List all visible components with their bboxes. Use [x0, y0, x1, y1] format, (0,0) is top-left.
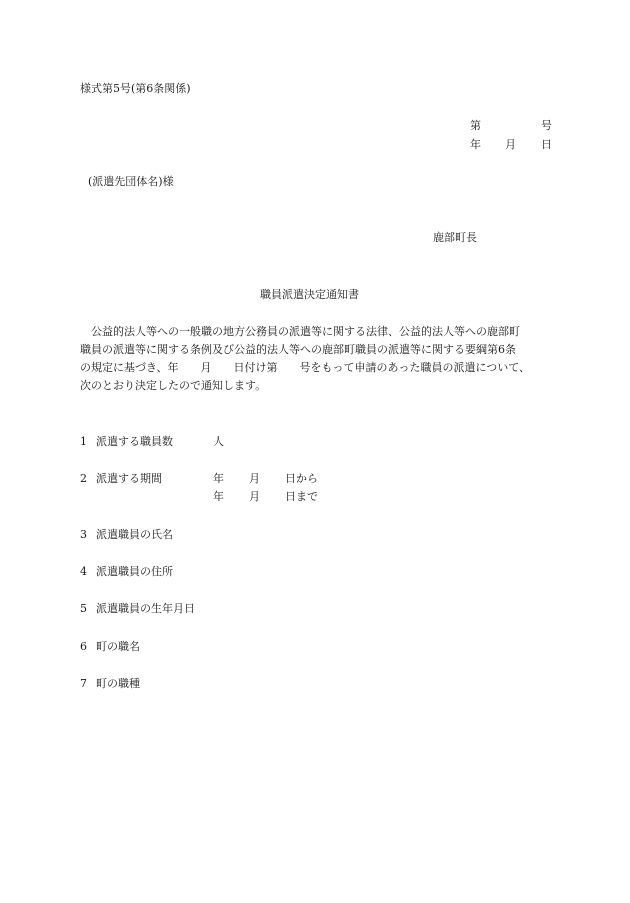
item-label: 町の職名 [96, 640, 140, 653]
item-number: 7 [80, 677, 87, 690]
period-from-day: 日から [285, 472, 318, 485]
doc-number-suffix: 号 [541, 119, 552, 132]
item-number: 6 [80, 640, 87, 653]
item-number: 5 [80, 602, 87, 615]
item-number: 4 [80, 565, 87, 578]
period-to-day: 日まで [285, 490, 318, 503]
body-line: 公益的法人等への一般職の地方公務員の派遣等に関する法律、公益的法人等への鹿部町 [91, 325, 520, 338]
item-number: 2 [80, 472, 87, 485]
doc-title: 職員派遣決定通知書 [260, 288, 359, 301]
form-label: 様式第5号(第6条関係) [80, 82, 191, 95]
date-day: 日 [541, 138, 552, 151]
date-month: 月 [505, 138, 516, 151]
period-from-year: 年 [213, 472, 224, 485]
body-line: の規定に基づき、年 月 日付け第 号をもって申請のあった職員の派遣について、 [80, 361, 531, 374]
item-number: 3 [80, 528, 87, 541]
recipient: (派遣先団体名)様 [88, 175, 174, 188]
item-label: 派遣する期間 [96, 472, 162, 485]
period-to-month: 月 [249, 490, 260, 503]
body-line: 職員の派遣等に関する条例及び公益的法人等への鹿部町職員の派遣等に関する要綱第6条 [80, 343, 516, 356]
doc-number-prefix: 第 [470, 119, 481, 132]
item-number: 1 [80, 435, 87, 448]
body-line: 次のとおり決定したので通知します。 [80, 379, 267, 392]
staff-count-unit: 人 [213, 435, 224, 448]
item-label: 派遣職員の氏名 [96, 528, 173, 541]
item-label: 町の職種 [96, 677, 140, 690]
item-label: 派遣職員の生年月日 [96, 602, 195, 615]
sender: 鹿部町長 [433, 231, 477, 244]
item-label: 派遣職員の住所 [96, 565, 173, 578]
date-year: 年 [470, 138, 481, 151]
item-label: 派遣する職員数 [96, 435, 173, 448]
period-to-year: 年 [213, 490, 224, 503]
period-from-month: 月 [249, 472, 260, 485]
